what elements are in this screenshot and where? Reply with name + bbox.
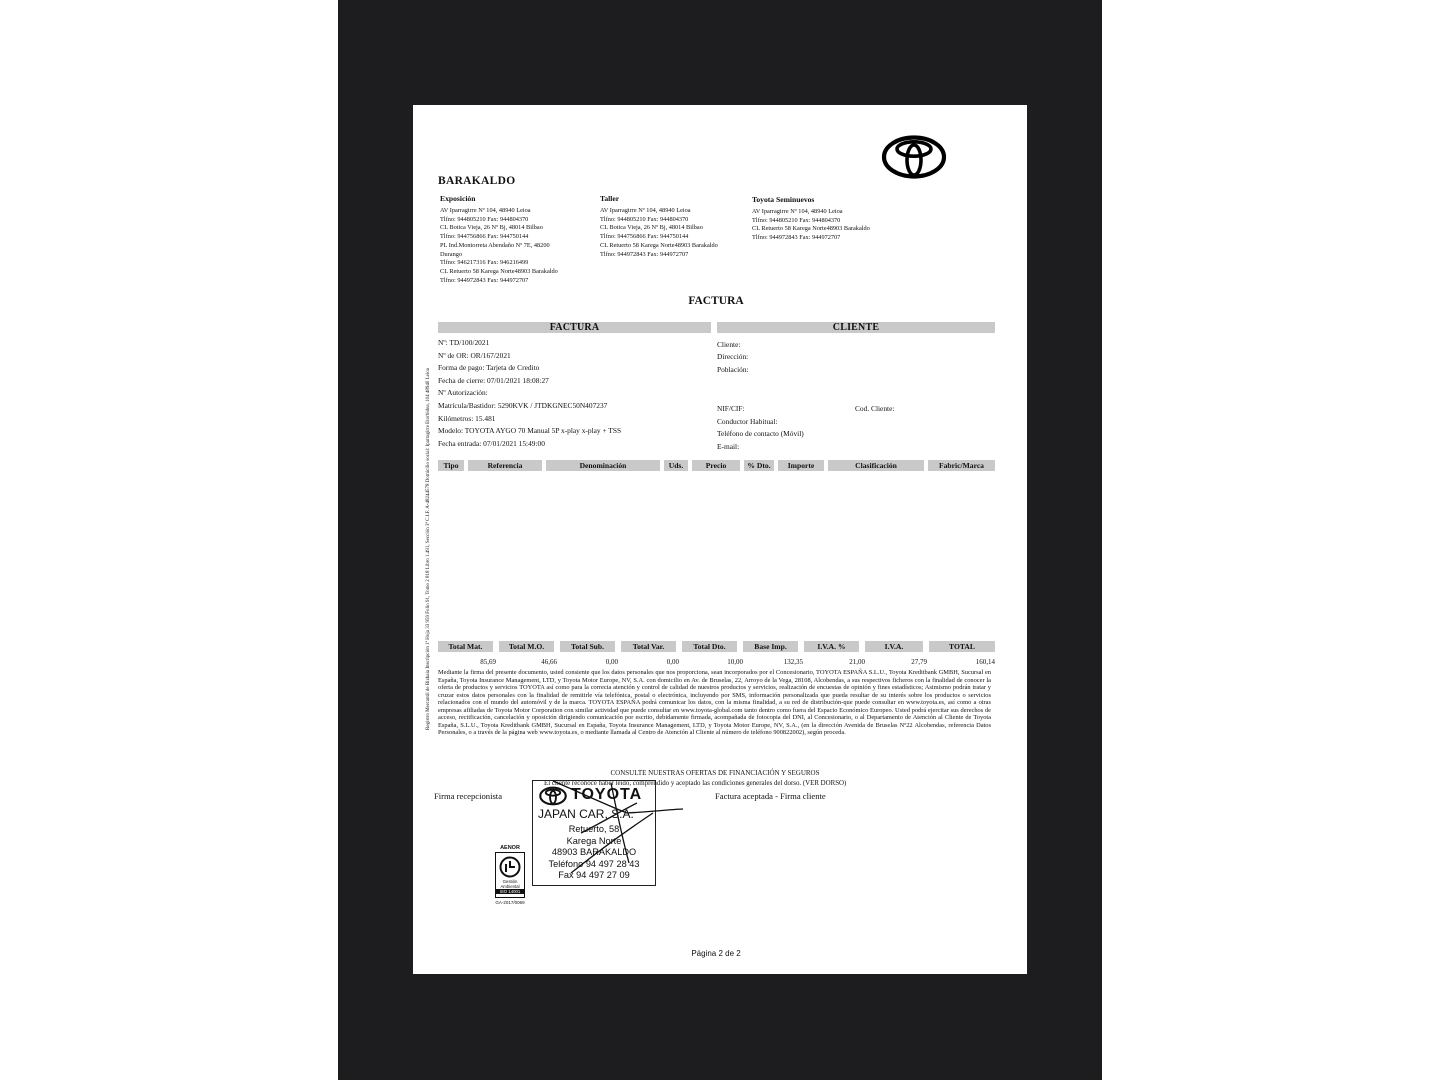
cert-text — [496, 879, 524, 894]
client-name-label: Cliente: — [717, 340, 741, 349]
total-header: Total Dto. — [682, 641, 737, 652]
branch-line: AV Iparragirre Nº 104, 48940 Leioa — [600, 207, 691, 214]
total-value: 85,69 — [480, 658, 496, 666]
col-uds: Uds. — [664, 460, 688, 471]
client-nif-label: NIF/CIF: — [717, 404, 745, 413]
branch-line: Tlfno: 944805210 Fax: 944804370 — [752, 216, 841, 224]
invoice-fields — [438, 337, 621, 450]
invoice-section-title: FACTURA — [549, 322, 600, 333]
stamp-company: JAPAN CAR, S.A. — [538, 807, 634, 821]
branch-seminuevos — [752, 195, 870, 243]
invoice-section-bar — [438, 322, 711, 333]
toyota-logo-icon — [881, 135, 947, 179]
total-value: 0,00 — [666, 658, 679, 666]
col-dto: % Dto. — [744, 460, 774, 471]
stamp-line: Teléfono 94 497 28 43 — [548, 858, 640, 869]
branch-line: CL Retuerto 58 Karega Norte48903 Barakaldo — [752, 225, 870, 233]
branch-line: PL Ind.Montorreta Abendaño Nº 7E, 48200 — [440, 241, 550, 249]
branch-line: CL Retuerto 58 Karega Norte48903 Barakaldo — [600, 241, 718, 249]
client-address-label: Dirección: — [717, 352, 749, 361]
plate-chassis: Matrícula/Bastidor: 5290KVK / JTDKGNEC50N407237 — [438, 400, 608, 410]
client-phone-label: Teléfono de contacto (Móvil) — [717, 429, 804, 438]
branch-lines — [600, 207, 718, 259]
total-header: Base Imp. — [743, 641, 798, 652]
kilometers: Kilómetros: 15.481 — [438, 413, 496, 423]
total-value: 0,00 — [605, 658, 618, 666]
total-value: 21,00 — [849, 658, 865, 666]
conditions-notice: El cliente reconoce haber leído, comprendido y aceptado las condiciones generales del dorso. (VER DORSO) — [544, 780, 847, 787]
offers-notice: CONSULTE NUESTRAS OFERTAS DE FINANCIACIÓN Y SEGUROS — [610, 769, 820, 777]
branch-lines — [440, 207, 558, 285]
branch-line: Tlfno: 946217316 Fax: 946216499 — [440, 259, 529, 267]
total-header: I.V.A. — [865, 641, 923, 652]
branch-line: Durango — [440, 250, 463, 258]
cert-seal-icon — [499, 856, 521, 878]
invoice-number: Nº: TD/100/2021 — [438, 338, 490, 347]
total-header: Total Var. — [621, 641, 676, 652]
branch-title: Exposición — [440, 194, 476, 203]
branch-line: Tlfno: 944972843 Fax: 944972707 — [752, 234, 841, 242]
receptionist-signature-label: Firma recepcionista — [434, 791, 503, 801]
client-section-title: CLIENTE — [832, 322, 880, 333]
col-precio: Precio — [692, 460, 740, 471]
branch-line: Tlfno: 944805210 Fax: 944804370 — [600, 215, 689, 223]
page-number: Página 2 de 2 — [691, 949, 741, 958]
branch-line: CL Botica Vieja, 26 Nº Bj, 48014 Bilbao — [600, 224, 703, 232]
branch-line: Tlfno: 944756866 Fax: 944750144 — [440, 233, 529, 241]
stamp-line: 48903 BARAKALDO — [551, 847, 637, 857]
branch-title: Toyota Seminuevos — [752, 195, 815, 204]
registry-vertical-text: Registro Mercantil de Bizkaia Inscripción 1ª Hoja 33 959 Folio 91, Tomo 2 818 Libro 1.491, Sección 3ª C.I.F. A-48244578 Domicilio social: Iparragirre Etorbidea, 104 48940 Leioa — [426, 368, 431, 730]
branch-title: Taller — [600, 194, 620, 203]
client-code-label: Cod. Cliente: — [855, 404, 895, 413]
company-city: BARAKALDO — [438, 175, 516, 187]
cert-line: Gestión — [502, 879, 518, 884]
total-value: 46,66 — [541, 658, 557, 666]
total-header: Total Mat. — [438, 641, 493, 652]
handwritten-signature — [541, 773, 691, 883]
branch-lines — [752, 208, 870, 243]
client-email-label: E-mail: — [717, 442, 740, 451]
stamp-line: Fax 94 497 27 09 — [558, 870, 630, 880]
col-clasificacion: Clasificación — [828, 460, 924, 471]
branch-line: Tlfno: 944972843 Fax: 944972707 — [600, 250, 689, 258]
customer-signature-label: Factura aceptada - Firma cliente — [715, 791, 826, 801]
privacy-legal-text: Mediante la firma del presente documento, usted consiente que los datos personales que nos proporciona, sean incorporados por el Concesionario, TOYOTA ESPAÑA S.L.U., Toyota Kreditbank GMBH, Sucursal en España, Toyota Insurance Management, LTD, y Toyota Motor Europe, NV, S.A. con domicilio en Av. de Bruselas, 22, Arroyo de la Vega, 28108, Alcobendas, a sus respectivos ficheros con la finalidad de conocer la oferta de productos y servicios TOYOTA así como para la correcta atención y control de calidad de nuestros productos y servicios, realización de encuestas de opinión y fines estadísticos; Asimismo podrán tratar y cruzar estos datos personales con la finalidad de remitirle vía telefónica, postal o electrónica, incluyendo por SMS, información personalizada que pueda resultar de su interés sobre los productos o servicios relacionados con el mundo del automóvil y de la marca. TOYOTA ESPAÑA podrá comunicar los datos, con la misma finalidad, a su red de distribución-que puede consultar en www.toyota.es, así como a otras empresas afiliadas de Toyota Motor Corporation con similar actividad que puede consultar en www.toyota-global.com tanto dentro como fuera del Espacio Económico Europeo. Usted podrá ejercitar sus derechos de acceso, rectificación, cancelación y oposición dirigiendo comunicación por escrito, debidamente firmada, acompañada de fotocopia del DNI, al Concesionario, o al Departamento de Atención al Cliente de Toyota España, S.L.U., Toyota Kreditbank GMBH, Sucursal en España, Toyota Insurance Management, LTD, y Toyota Motor Europe, NV, S.A., (en la dirección Avenida de Bruselas Nº22 Alcobendas, referencia Datos Personales, o a través de la página web www.toyota.es, o mediante llamada al Centro de Atención al Cliente al número de teléfono 900822002), según proceda. — [438, 669, 991, 736]
total-value: 160,14 — [975, 658, 995, 666]
stamp-line: Karega Norte — [566, 835, 622, 846]
col-importe: Importe — [778, 460, 824, 471]
cert-line: ISO 14001 — [496, 889, 524, 894]
client-town-label: Población: — [717, 365, 749, 374]
cert-line: Ambiental — [500, 884, 520, 889]
branch-line: AV Iparragirre Nº 104, 48940 Leioa — [752, 208, 843, 215]
authorization: Nº Autorización: — [438, 388, 488, 398]
col-denominacion: Denominación — [546, 460, 660, 471]
vehicle-model: Modelo: TOYOTA AYGO 70 Manual 5P x-play x-play + TSS — [438, 426, 622, 436]
total-value: 10,00 — [727, 658, 743, 666]
branch-line: Tlfno: 944972843 Fax: 944972707 — [440, 276, 529, 284]
entry-date: Fecha entrada: 07/01/2021 15:49:00 — [438, 438, 545, 448]
branch-line: Tlfno: 944805210 Fax: 944804370 — [440, 215, 529, 223]
document-title: FACTURA — [688, 295, 744, 307]
col-referencia: Referencia — [468, 460, 542, 471]
branch-line: CL Retuerto 58 Karega Norte48903 Barakaldo — [440, 267, 558, 275]
col-fabricante: Fabric/Marca — [928, 460, 995, 471]
branch-line: AV Iparragirre Nº 104, 48940 Leioa — [440, 207, 531, 214]
cert-brand: AENOR — [500, 845, 520, 851]
invoice-page — [413, 105, 1027, 974]
total-value: 27,79 — [911, 658, 927, 666]
col-tipo: Tipo — [438, 460, 464, 471]
branch-line: CL Botica Vieja, 26 Nº Bj, 48014 Bilbao — [440, 224, 543, 232]
stamp-line: Retuerto, 58 — [568, 824, 620, 834]
total-header: Total Sub. — [560, 641, 615, 652]
branch-taller — [600, 194, 718, 259]
branch-line: Tlfno: 944756866 Fax: 944750144 — [600, 233, 689, 241]
branch-exposicion — [440, 194, 558, 285]
client-section-bar — [717, 322, 995, 333]
order-number: Nº de OR: OR/167/2021 — [438, 350, 511, 360]
total-header: I.V.A. % — [804, 641, 859, 652]
payment-method: Forma de pago: Tarjeta de Credito — [438, 363, 540, 373]
total-value: 132,35 — [783, 658, 803, 666]
close-date: Fecha de cierre: 07/01/2021 18:08:27 — [438, 375, 549, 385]
client-driver-label: Conductor Habitual: — [717, 417, 778, 426]
cert-code: GA-2017/0069 — [495, 900, 525, 905]
aenor-certification — [495, 845, 525, 905]
cert-seal-box — [495, 852, 525, 898]
total-header: Total M.O. — [499, 641, 554, 652]
total-header: TOTAL — [929, 641, 995, 652]
stamp-brand: TOYOTA — [571, 786, 643, 803]
